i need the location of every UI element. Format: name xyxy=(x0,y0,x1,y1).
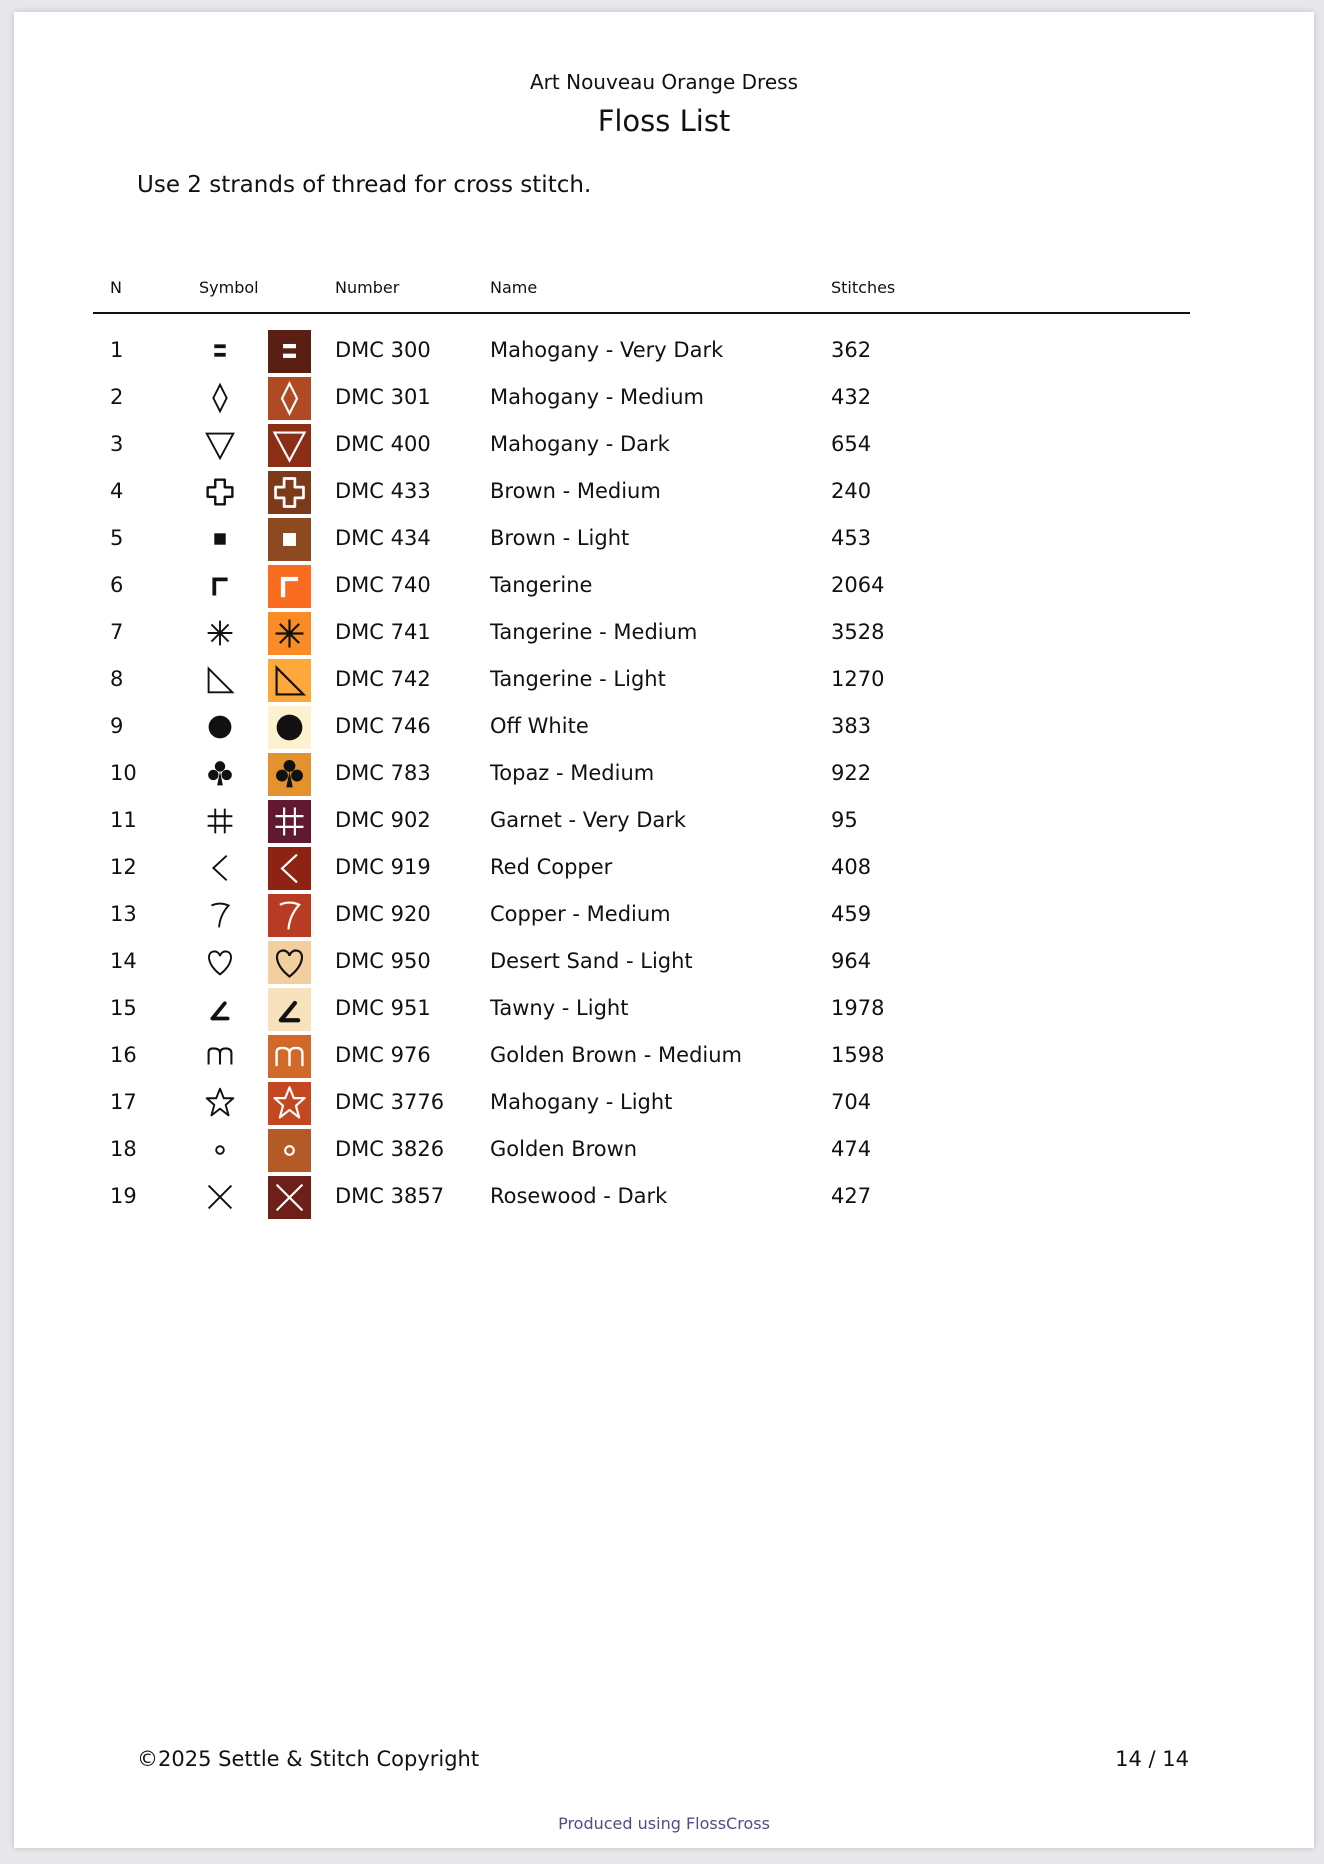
floss-name: Mahogany - Dark xyxy=(490,432,670,456)
row-index: 15 xyxy=(110,996,137,1020)
produced-by-text: Produced using FlossCross xyxy=(558,1814,770,1833)
copyright-text: ©2025 Settle & Stitch Copyright xyxy=(137,1747,480,1771)
small-circle-icon xyxy=(201,1131,239,1169)
asterisk-icon xyxy=(201,614,239,652)
row-index: 6 xyxy=(110,573,124,597)
table-row xyxy=(93,939,1190,986)
color-swatch xyxy=(268,518,311,561)
down-triangle-icon xyxy=(201,426,239,464)
color-swatch xyxy=(268,988,311,1031)
table-row xyxy=(93,1127,1190,1174)
color-swatch xyxy=(268,330,311,373)
floss-name: Rosewood - Dark xyxy=(490,1184,668,1208)
color-swatch xyxy=(268,659,311,702)
floss-name: Red Copper xyxy=(490,855,613,879)
row-index: 14 xyxy=(110,949,137,973)
color-swatch xyxy=(268,1035,311,1078)
row-index: 11 xyxy=(110,808,137,832)
row-index: 5 xyxy=(110,526,124,550)
table-row xyxy=(93,422,1190,469)
seven-icon xyxy=(201,896,239,934)
header-symbol: Symbol xyxy=(199,278,259,297)
table-row xyxy=(93,1033,1190,1080)
table-row xyxy=(93,798,1190,845)
stitch-count: 3528 xyxy=(831,620,885,644)
table-row xyxy=(93,1080,1190,1127)
heart-icon xyxy=(201,943,239,981)
color-swatch xyxy=(268,471,311,514)
stitch-count: 1598 xyxy=(831,1043,885,1067)
stitch-count: 1978 xyxy=(831,996,885,1020)
floss-number: DMC 740 xyxy=(335,573,431,597)
floss-number: DMC 783 xyxy=(335,761,431,785)
row-index: 13 xyxy=(110,902,137,926)
table-body xyxy=(93,328,1190,1221)
floss-name: Golden Brown xyxy=(490,1137,638,1161)
row-index: 19 xyxy=(110,1184,137,1208)
floss-name: Copper - Medium xyxy=(490,902,671,926)
row-index: 17 xyxy=(110,1090,137,1114)
square-icon xyxy=(201,520,239,558)
row-index: 8 xyxy=(110,667,124,691)
color-swatch xyxy=(268,706,311,749)
stitch-count: 362 xyxy=(831,338,872,362)
floss-number: DMC 742 xyxy=(335,667,431,691)
table-row xyxy=(93,1174,1190,1221)
floss-name: Brown - Light xyxy=(490,526,630,550)
row-index: 12 xyxy=(110,855,137,879)
table-row xyxy=(93,986,1190,1033)
stitch-count: 1270 xyxy=(831,667,885,691)
table-row xyxy=(93,328,1190,375)
row-index: 18 xyxy=(110,1137,137,1161)
row-index: 4 xyxy=(110,479,124,503)
row-index: 7 xyxy=(110,620,124,644)
floss-number: DMC 300 xyxy=(335,338,431,362)
color-swatch xyxy=(268,424,311,467)
floss-number: DMC 919 xyxy=(335,855,431,879)
stitch-count: 474 xyxy=(831,1137,872,1161)
floss-number: DMC 3826 xyxy=(335,1137,445,1161)
floss-number: DMC 951 xyxy=(335,996,431,1020)
floss-name: Topaz - Medium xyxy=(490,761,655,785)
header-n: N xyxy=(110,278,122,297)
angle-mark-icon xyxy=(201,990,239,1028)
color-swatch xyxy=(268,1176,311,1219)
hash-icon xyxy=(201,802,239,840)
color-swatch xyxy=(268,753,311,796)
row-index: 1 xyxy=(110,338,124,362)
cross-outline-icon xyxy=(201,473,239,511)
stitch-count: 95 xyxy=(831,808,858,832)
color-swatch xyxy=(268,941,311,984)
color-swatch xyxy=(268,847,311,890)
star-icon xyxy=(201,1084,239,1122)
diamond-icon xyxy=(201,379,239,417)
page-title: Floss List xyxy=(597,104,731,138)
floss-number: DMC 301 xyxy=(335,385,431,409)
filled-circle-icon xyxy=(201,708,239,746)
stitch-count: 432 xyxy=(831,385,872,409)
floss-number: DMC 976 xyxy=(335,1043,431,1067)
stitch-count: 704 xyxy=(831,1090,872,1114)
color-swatch xyxy=(268,1082,311,1125)
double-bar-icon xyxy=(201,332,239,370)
stitch-count: 654 xyxy=(831,432,872,456)
floss-number: DMC 746 xyxy=(335,714,431,738)
floss-name: Tangerine - Medium xyxy=(490,620,698,644)
table-row xyxy=(93,610,1190,657)
floss-name: Tangerine - Light xyxy=(490,667,666,691)
row-index: 2 xyxy=(110,385,124,409)
floss-name: Mahogany - Very Dark xyxy=(490,338,724,362)
color-swatch xyxy=(268,1129,311,1172)
floss-name: Garnet - Very Dark xyxy=(490,808,687,832)
header-number: Number xyxy=(335,278,400,297)
header-stitches: Stitches xyxy=(831,278,896,297)
stitch-count: 922 xyxy=(831,761,872,785)
stitch-count: 408 xyxy=(831,855,872,879)
table-row xyxy=(93,469,1190,516)
floss-number: DMC 920 xyxy=(335,902,431,926)
floss-number: DMC 950 xyxy=(335,949,431,973)
stitch-count: 240 xyxy=(831,479,872,503)
table-row xyxy=(93,657,1190,704)
floss-number: DMC 400 xyxy=(335,432,431,456)
right-triangle-icon xyxy=(201,661,239,699)
header-name: Name xyxy=(490,278,538,297)
stitch-count: 427 xyxy=(831,1184,872,1208)
row-index: 10 xyxy=(110,761,137,785)
floss-name: Mahogany - Light xyxy=(490,1090,673,1114)
club-icon xyxy=(201,755,239,793)
color-swatch xyxy=(268,800,311,843)
table-header xyxy=(93,268,1190,314)
stitch-count: 459 xyxy=(831,902,872,926)
x-cross-icon xyxy=(201,1178,239,1216)
stitch-count: 964 xyxy=(831,949,872,973)
color-swatch xyxy=(268,377,311,420)
less-than-icon xyxy=(201,849,239,887)
table-row xyxy=(93,704,1190,751)
page-number: 14 / 14 xyxy=(1115,1747,1189,1771)
m-shape-icon xyxy=(201,1037,239,1075)
row-index: 3 xyxy=(110,432,124,456)
stitch-count: 2064 xyxy=(831,573,885,597)
floss-name: Off White xyxy=(490,714,589,738)
table-row xyxy=(93,751,1190,798)
floss-number: DMC 433 xyxy=(335,479,431,503)
table-row xyxy=(93,563,1190,610)
floss-number: DMC 434 xyxy=(335,526,431,550)
floss-name: Tangerine xyxy=(490,573,593,597)
row-index: 16 xyxy=(110,1043,137,1067)
document-page xyxy=(14,12,1314,1848)
color-swatch xyxy=(268,894,311,937)
floss-name: Tawny - Light xyxy=(490,996,629,1020)
table-row xyxy=(93,516,1190,563)
floss-number: DMC 3776 xyxy=(335,1090,445,1114)
floss-name: Desert Sand - Light xyxy=(490,949,693,973)
stitch-count: 383 xyxy=(831,714,872,738)
pattern-title: Art Nouveau Orange Dress xyxy=(530,70,798,94)
floss-table xyxy=(93,268,1190,1221)
floss-number: DMC 3857 xyxy=(335,1184,445,1208)
row-index: 9 xyxy=(110,714,124,738)
color-swatch xyxy=(268,565,311,608)
table-row xyxy=(93,375,1190,422)
floss-number: DMC 902 xyxy=(335,808,431,832)
floss-number: DMC 741 xyxy=(335,620,431,644)
floss-name: Brown - Medium xyxy=(490,479,661,503)
floss-name: Mahogany - Medium xyxy=(490,385,704,409)
color-swatch xyxy=(268,612,311,655)
instruction-text: Use 2 strands of thread for cross stitch. xyxy=(137,172,592,198)
table-row xyxy=(93,892,1190,939)
corner-icon xyxy=(201,567,239,605)
table-row xyxy=(93,845,1190,892)
stitch-count: 453 xyxy=(831,526,872,550)
floss-name: Golden Brown - Medium xyxy=(490,1043,742,1067)
